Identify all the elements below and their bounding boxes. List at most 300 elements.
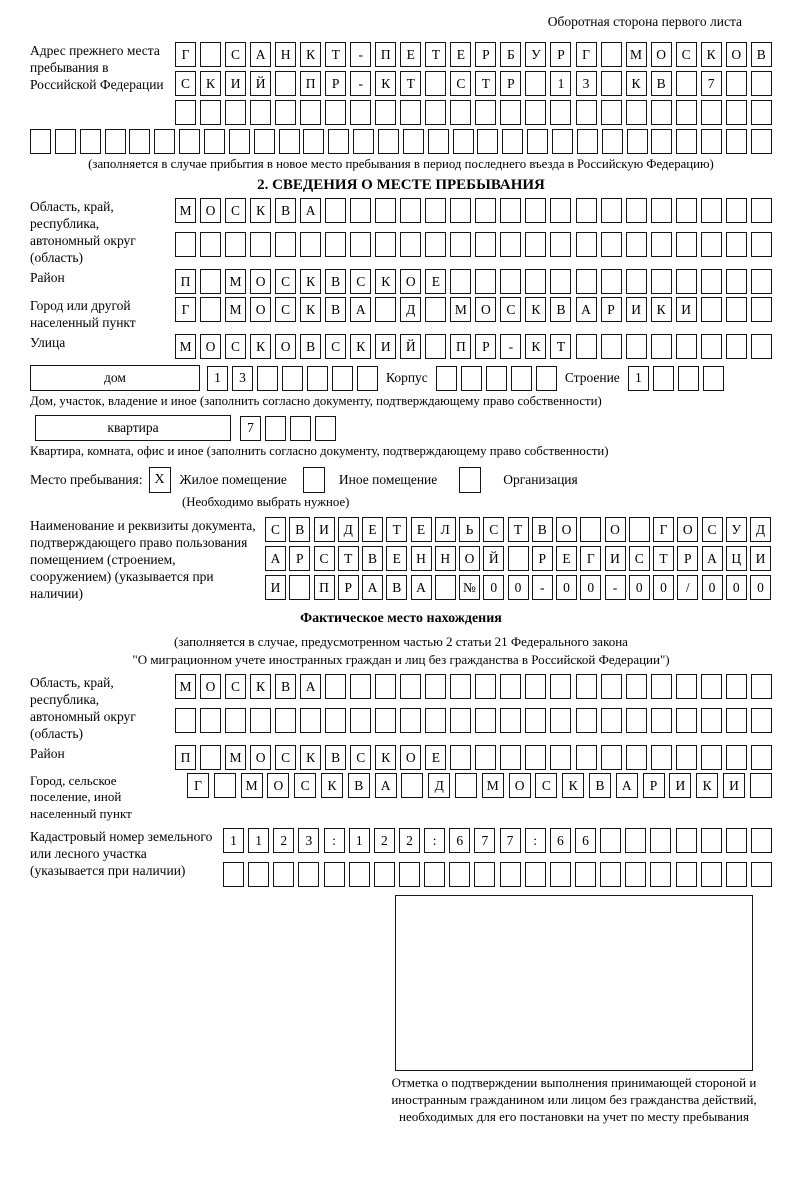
char-cell: О (250, 269, 271, 294)
char-cell (450, 198, 471, 223)
apartment-box-label: квартира (35, 415, 231, 441)
char-cell (676, 828, 697, 853)
char-cell (626, 100, 647, 125)
char-cell (550, 269, 571, 294)
char-cell (701, 100, 722, 125)
char-cell (200, 745, 221, 770)
char-cell: У (726, 517, 747, 542)
region-block (30, 198, 772, 266)
char-cell (676, 100, 697, 125)
char-cell: 7 (474, 828, 495, 853)
char-cell: О (275, 334, 296, 359)
char-cell: В (348, 773, 370, 798)
char-cell (225, 100, 246, 125)
char-cell: О (400, 745, 421, 770)
char-cell (550, 198, 571, 223)
char-cell: К (300, 269, 321, 294)
char-cell: О (726, 42, 747, 67)
char-cell (726, 862, 747, 887)
char-cell (626, 334, 647, 359)
char-cell: О (475, 297, 496, 322)
char-cell (435, 575, 456, 600)
char-cell: В (362, 546, 383, 571)
char-cell (425, 198, 446, 223)
char-cell (229, 129, 250, 154)
char-cell: С (225, 42, 246, 67)
char-cell (332, 366, 353, 391)
char-cell: К (375, 71, 396, 96)
char-cell (701, 334, 722, 359)
char-cell (626, 708, 647, 733)
char-cell: С (325, 334, 346, 359)
char-cell: В (550, 297, 571, 322)
char-cell: Л (435, 517, 456, 542)
char-cell: К (300, 745, 321, 770)
char-cell (726, 674, 747, 699)
char-cell (129, 129, 150, 154)
char-cell: 0 (629, 575, 650, 600)
char-cell: С (314, 546, 335, 571)
char-cell (726, 828, 747, 853)
char-cell: С (535, 773, 557, 798)
stay-type-note: (Необходимо выбрать нужное) (182, 495, 350, 509)
prev-address-note: (заполняется в случае прибытия в новое место пребывания в период последнего въезда в Российскую Федерацию) (88, 157, 714, 171)
char-cell: К (250, 674, 271, 699)
char-cell: А (265, 546, 286, 571)
char-cell: 0 (653, 575, 674, 600)
char-row (187, 773, 772, 798)
char-cell: А (616, 773, 638, 798)
stay-type-label: Место пребывания: (30, 472, 143, 487)
actual-location-title: Фактическое место нахождения (300, 611, 502, 626)
char-cell (676, 334, 697, 359)
option-residential-label: Жилое помещение (179, 472, 287, 487)
char-cell (601, 198, 622, 223)
char-cell: О (250, 297, 271, 322)
char-cell (325, 232, 346, 257)
char-cell (400, 100, 421, 125)
char-cell (350, 100, 371, 125)
char-cell: Г (187, 773, 209, 798)
city-label: Город или другой населенный пункт (30, 298, 136, 330)
char-cell (80, 129, 101, 154)
char-cell (577, 129, 598, 154)
char-cell (525, 71, 546, 96)
char-cell: О (459, 546, 480, 571)
char-row (175, 100, 772, 125)
char-cell (751, 71, 772, 96)
cadastral-rows (223, 828, 772, 887)
char-cell: П (175, 269, 196, 294)
char-cell: В (325, 269, 346, 294)
char-cell (250, 100, 271, 125)
char-cell: П (375, 42, 396, 67)
char-cell (600, 862, 621, 887)
char-cell: И (723, 773, 745, 798)
char-cell (357, 366, 378, 391)
char-cell (273, 862, 294, 887)
char-cell (175, 100, 196, 125)
char-cell: М (225, 269, 246, 294)
char-cell (751, 129, 772, 154)
char-cell (701, 708, 722, 733)
char-cell: Т (400, 71, 421, 96)
char-cell: С (275, 745, 296, 770)
char-cell (525, 674, 546, 699)
char-cell (550, 232, 571, 257)
checkbox-other-premises (303, 467, 325, 493)
char-cell: К (321, 773, 343, 798)
char-cell (179, 129, 200, 154)
char-cell (325, 198, 346, 223)
char-cell (701, 828, 722, 853)
actual-district-label: Район (30, 746, 65, 762)
char-cell (500, 745, 521, 770)
char-cell: Р (475, 42, 496, 67)
char-cell (200, 708, 221, 733)
char-cell (651, 129, 672, 154)
char-row (265, 575, 771, 600)
char-cell (508, 546, 529, 571)
char-cell: С (350, 745, 371, 770)
char-cell (550, 745, 571, 770)
char-cell: А (375, 773, 397, 798)
cadastral-block (30, 828, 772, 887)
char-cell (751, 862, 772, 887)
region-rows (175, 198, 772, 257)
char-cell (450, 269, 471, 294)
char-cell (701, 269, 722, 294)
char-cell (600, 828, 621, 853)
char-cell: / (677, 575, 698, 600)
char-cell: М (482, 773, 504, 798)
char-cell (214, 773, 236, 798)
char-cell (726, 232, 747, 257)
char-cell: Д (428, 773, 450, 798)
char-cell (200, 42, 221, 67)
char-cell (250, 232, 271, 257)
char-cell: О (200, 334, 221, 359)
char-cell: О (400, 269, 421, 294)
char-cell: 3 (576, 71, 597, 96)
char-cell (461, 366, 482, 391)
char-cell: С (350, 269, 371, 294)
char-cell: А (300, 198, 321, 223)
document-label: Наименование и реквизиты документа, подтверждающего право пользования помещением (строением, сооружением) (указывается при наличии) (30, 518, 256, 601)
char-cell: С (265, 517, 286, 542)
char-cell (265, 416, 286, 441)
char-cell (450, 745, 471, 770)
char-cell (475, 745, 496, 770)
char-cell (751, 198, 772, 223)
char-cell (428, 129, 449, 154)
char-cell: 1 (349, 828, 370, 853)
apartment-row (30, 415, 772, 441)
char-cell (676, 674, 697, 699)
char-cell: № (459, 575, 480, 600)
char-cell: О (267, 773, 289, 798)
confirmation-note: Отметка о подтверждении выполнения принимающей стороной и иностранным гражданином или лицом без гражданства действий, необходимых для его постановки на учет по месту пребывания (391, 1075, 757, 1124)
char-cell: Н (275, 42, 296, 67)
char-cell (651, 708, 672, 733)
char-cell: О (677, 517, 698, 542)
char-cell (676, 862, 697, 887)
char-row (265, 546, 771, 571)
char-cell: В (275, 198, 296, 223)
char-row (175, 71, 772, 96)
char-cell: - (605, 575, 626, 600)
char-cell (175, 232, 196, 257)
char-cell (403, 129, 424, 154)
char-cell: Р (550, 42, 571, 67)
char-cell (626, 269, 647, 294)
actual-settlement-label: Город, сельское поселение, иной населенный пункт (30, 773, 132, 821)
char-cell: А (411, 575, 432, 600)
char-cell (300, 708, 321, 733)
char-cell (200, 232, 221, 257)
char-cell: М (175, 198, 196, 223)
char-cell (500, 862, 521, 887)
char-cell (651, 334, 672, 359)
char-cell (626, 745, 647, 770)
char-cell (500, 674, 521, 699)
char-cell (751, 269, 772, 294)
char-cell: Р (289, 546, 310, 571)
char-cell: Т (508, 517, 529, 542)
char-cell (511, 366, 532, 391)
char-cell (350, 198, 371, 223)
char-cell (550, 674, 571, 699)
char-cell (436, 366, 457, 391)
char-cell: К (300, 297, 321, 322)
char-cell (500, 269, 521, 294)
char-cell (450, 100, 471, 125)
char-cell: 1 (207, 366, 228, 391)
char-cell (536, 366, 557, 391)
char-cell (701, 297, 722, 322)
actual-settlement-block (30, 773, 772, 822)
char-cell: И (265, 575, 286, 600)
char-cell: К (626, 71, 647, 96)
char-cell (350, 674, 371, 699)
char-cell (453, 129, 474, 154)
checkbox-residential: X (149, 467, 171, 493)
char-cell (575, 862, 596, 887)
char-cell: Г (580, 546, 601, 571)
char-cell (425, 708, 446, 733)
char-cell: В (532, 517, 553, 542)
char-cell (625, 828, 646, 853)
char-cell: Р (677, 546, 698, 571)
char-cell (450, 674, 471, 699)
char-cell (375, 674, 396, 699)
char-cell (324, 862, 345, 887)
char-cell (601, 269, 622, 294)
actual-location-note-line1: (заполняется в случае, предусмотренном частью 2 статьи 21 Федерального закона (174, 634, 628, 649)
char-row (436, 366, 557, 391)
char-cell: К (375, 269, 396, 294)
char-cell (601, 42, 622, 67)
char-cell: Е (450, 42, 471, 67)
char-cell: Й (483, 546, 504, 571)
char-cell (325, 708, 346, 733)
char-row (175, 745, 772, 770)
char-cell: В (589, 773, 611, 798)
char-row (175, 269, 772, 294)
char-cell (275, 232, 296, 257)
char-cell: И (605, 546, 626, 571)
char-cell: Е (400, 42, 421, 67)
char-cell: 0 (580, 575, 601, 600)
apartment-note: Квартира, комната, офис и иное (заполнить согласно документу, подтверждающему право собственности) (30, 444, 609, 458)
char-row (223, 862, 772, 887)
char-cell (601, 674, 622, 699)
stay-type-row (30, 467, 772, 493)
char-cell: И (225, 71, 246, 96)
actual-region-rows (175, 674, 772, 733)
char-cell (257, 366, 278, 391)
char-cell (703, 366, 724, 391)
char-cell: А (702, 546, 723, 571)
char-cell (627, 129, 648, 154)
option-other-premises-label: Иное помещение (338, 472, 438, 487)
char-cell (475, 100, 496, 125)
char-cell (300, 100, 321, 125)
char-cell: И (626, 297, 647, 322)
char-cell: Е (362, 517, 383, 542)
actual-region-block (30, 674, 772, 742)
char-cell: О (651, 42, 672, 67)
char-cell (525, 745, 546, 770)
char-cell (325, 674, 346, 699)
char-cell: С (676, 42, 697, 67)
char-cell (307, 366, 328, 391)
char-cell (400, 674, 421, 699)
char-cell (550, 708, 571, 733)
char-cell: Р (532, 546, 553, 571)
char-cell (625, 862, 646, 887)
char-cell (651, 745, 672, 770)
char-cell (726, 708, 747, 733)
char-cell: 2 (273, 828, 294, 853)
page-side-note: Оборотная сторона первого листа (547, 14, 742, 29)
char-cell (751, 297, 772, 322)
char-cell (626, 674, 647, 699)
district-block (30, 269, 772, 294)
checkbox-organization (459, 467, 481, 493)
char-cell: Т (475, 71, 496, 96)
char-cell: В (386, 575, 407, 600)
char-cell: 2 (399, 828, 420, 853)
char-cell (275, 100, 296, 125)
char-cell: - (500, 334, 521, 359)
char-cell: - (350, 71, 371, 96)
char-cell: В (300, 334, 321, 359)
char-cell: А (576, 297, 597, 322)
char-cell (449, 862, 470, 887)
char-cell (374, 862, 395, 887)
char-cell (303, 129, 324, 154)
char-cell: 7 (701, 71, 722, 96)
char-cell (425, 334, 446, 359)
char-row (265, 517, 771, 542)
char-cell (225, 232, 246, 257)
char-cell (701, 129, 722, 154)
char-cell (425, 100, 446, 125)
char-cell (500, 198, 521, 223)
char-cell: : (424, 828, 445, 853)
char-cell: Р (475, 334, 496, 359)
char-cell: М (175, 674, 196, 699)
char-row (240, 416, 336, 441)
house-row (30, 365, 772, 391)
char-cell: В (751, 42, 772, 67)
char-cell (525, 198, 546, 223)
char-cell: Й (250, 71, 271, 96)
char-cell (55, 129, 76, 154)
char-cell (248, 862, 269, 887)
char-cell (475, 674, 496, 699)
char-cell: Ь (459, 517, 480, 542)
char-cell (676, 71, 697, 96)
option-organization-label: Организация (503, 472, 578, 487)
char-cell (626, 198, 647, 223)
char-cell: Г (576, 42, 597, 67)
char-cell (400, 198, 421, 223)
char-cell (576, 674, 597, 699)
char-cell: С (225, 674, 246, 699)
char-cell: С (500, 297, 521, 322)
char-cell: Н (435, 546, 456, 571)
prev-address-block (30, 42, 772, 125)
char-cell: С (275, 269, 296, 294)
house-note: Дом, участок, владение и иное (заполнить согласно документу, подтверждающему право собственности) (30, 394, 602, 408)
char-cell (701, 232, 722, 257)
char-cell (676, 232, 697, 257)
char-cell: К (651, 297, 672, 322)
char-cell (105, 129, 126, 154)
char-cell (751, 708, 772, 733)
street-label: Улица (30, 335, 66, 350)
char-cell: Т (425, 42, 446, 67)
char-cell (576, 100, 597, 125)
char-cell (30, 129, 51, 154)
char-cell (701, 745, 722, 770)
char-cell: В (325, 745, 346, 770)
char-cell (154, 129, 175, 154)
char-cell: : (525, 828, 546, 853)
char-cell: Д (750, 517, 771, 542)
city-block (30, 297, 772, 331)
char-cell (552, 129, 573, 154)
char-cell: Т (386, 517, 407, 542)
char-cell: С (275, 297, 296, 322)
char-cell (200, 100, 221, 125)
prev-address-rows (175, 42, 772, 125)
char-cell: К (250, 334, 271, 359)
char-cell: М (450, 297, 471, 322)
char-cell: 7 (240, 416, 261, 441)
char-cell: А (300, 674, 321, 699)
char-cell (525, 269, 546, 294)
char-cell: О (556, 517, 577, 542)
char-cell (676, 269, 697, 294)
house-box-label: дом (30, 365, 200, 391)
char-cell (200, 297, 221, 322)
char-cell (726, 198, 747, 223)
char-cell (726, 297, 747, 322)
char-cell (726, 269, 747, 294)
